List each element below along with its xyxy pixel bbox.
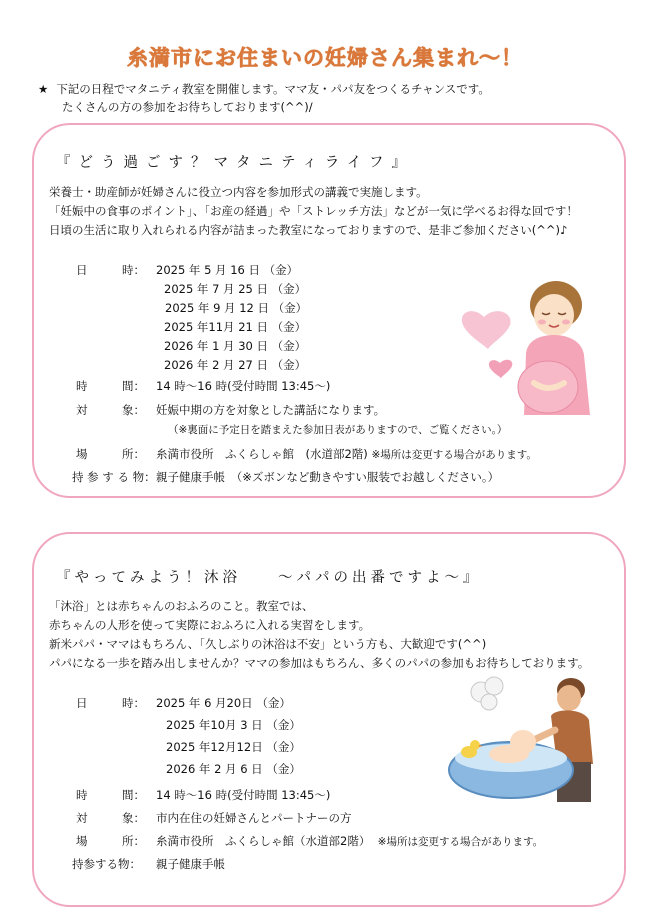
maternity-class-heading: 『どう過ごす？マタニティライフ』 — [56, 155, 414, 171]
heart-icon — [489, 360, 512, 378]
bring-value: 親子健康手帳 （※ズボンなど動きやすい服装でお越しください。） — [156, 470, 500, 484]
desc-line: 「妊娠中の食事のポイント」、「お産の経過」や「ストレッチ方法」などが一気に学べるお得な回です！ — [49, 204, 578, 218]
date-value: 2025 年 7 月 25 日 （金） — [164, 282, 307, 296]
date-label: 日 時： — [76, 263, 145, 277]
intro-line-1: 下記の日程でマタニティ教室を開催します。ママ友・パパ友をつくるチャンスです。 — [56, 82, 490, 96]
target-label: 対 象： — [76, 811, 145, 825]
target-label: 対 象： — [76, 403, 145, 417]
heart-icon — [462, 311, 511, 349]
time-label: 時 間： — [76, 379, 145, 393]
desc-line: 栄養士・助産師が妊婦さんに役立つ内容を参加形式の講義で実施します。 — [49, 185, 428, 199]
pregnant-woman-illustration — [454, 275, 604, 425]
place-note: ※場所は変更する場合があります。 — [371, 449, 537, 461]
baby-bath-illustration — [439, 672, 599, 812]
date-label: 日 時： — [76, 696, 145, 710]
bathing-class-box — [32, 532, 626, 907]
place-value — [156, 832, 543, 852]
target-note: （※裏面に予定日を踏まえた参加日表がありますので、ご覧ください。） — [168, 424, 508, 436]
maternity-class-box — [32, 123, 626, 498]
desc-line: 日頃の生活に取り入れられる内容が詰まった教室になっておりますので、是非ご参加ください(^^)♪ — [49, 223, 568, 237]
date-value: 2025 年 6 月20日 （金） — [156, 696, 291, 710]
place-label: 場 所： — [76, 834, 145, 848]
place-text: 糸満市役所 ふくらしゃ館（水道部2階） — [156, 834, 371, 848]
star-icon: ★ — [38, 82, 49, 96]
date-value: 2026 年 2 月 27 日 （金） — [164, 358, 307, 372]
bring-label: 持参する物： — [72, 857, 141, 871]
date-value: 2025 年 5 月 16 日 （金） — [156, 263, 299, 277]
face — [534, 294, 574, 336]
intro — [38, 80, 490, 116]
bathing-class-heading: 『やってみよう！沐浴 ～パパの出番ですよ～』 — [56, 570, 482, 586]
place-label: 場 所： — [76, 447, 145, 461]
intro-line-2: たくさんの方の参加をお待ちしております(^^)/ — [62, 100, 313, 114]
bring-label: 持 参 す る 物： — [72, 470, 156, 484]
target-value: 市内在住の妊婦さんとパートナーの方 — [156, 811, 352, 825]
place-value — [156, 445, 537, 465]
target-value: 妊娠中期の方を対象とした講話になります。 — [156, 403, 386, 417]
desc-line: パパになる一歩を踏み出しませんか？ママの参加はもちろん、多くのパパの参加もお待ちしております。 — [49, 656, 590, 670]
date-value: 2025 年10月 3 日 （金） — [166, 718, 301, 732]
date-value: 2025 年11月 21 日 （金） — [164, 320, 307, 334]
time-value: 14 時～16 時(受付時間 13:45～) — [156, 788, 331, 802]
baby-body — [489, 745, 529, 763]
dad-face — [557, 685, 581, 711]
date-value: 2026 年 2 月 6 日 （金） — [166, 762, 301, 776]
time-label: 時 間： — [76, 788, 145, 802]
place-note: ※場所は変更する場合があります。 — [377, 836, 544, 848]
place-text: 糸満市役所 ふくらしゃ館 (水道部2階) — [156, 447, 368, 461]
desc-line: 「沐浴」とは赤ちゃんのおふろのこと。教室では、 — [49, 599, 314, 613]
bathing-class-description — [49, 597, 589, 673]
bring-value: 親子健康手帳 — [156, 857, 225, 871]
date-value: 2025 年12月12日 （金） — [166, 740, 301, 754]
date-value: 2026 年 1 月 30 日 （金） — [164, 339, 307, 353]
desc-line: 赤ちゃんの人形を使って実際におふろに入れる実習をします。 — [49, 618, 371, 632]
time-value: 14 時～16 時(受付時間 13:45～) — [156, 379, 331, 393]
maternity-class-description — [49, 183, 578, 240]
page-title: 糸満市にお住まいの妊婦さん集まれ～！ — [127, 46, 523, 70]
date-value: 2025 年 9 月 12 日 （金） — [165, 301, 308, 315]
desc-line: 新米パパ・ママはもちろん、「久しぶりの沐浴は不安」という方も、大歓迎です(^^) — [49, 637, 487, 651]
